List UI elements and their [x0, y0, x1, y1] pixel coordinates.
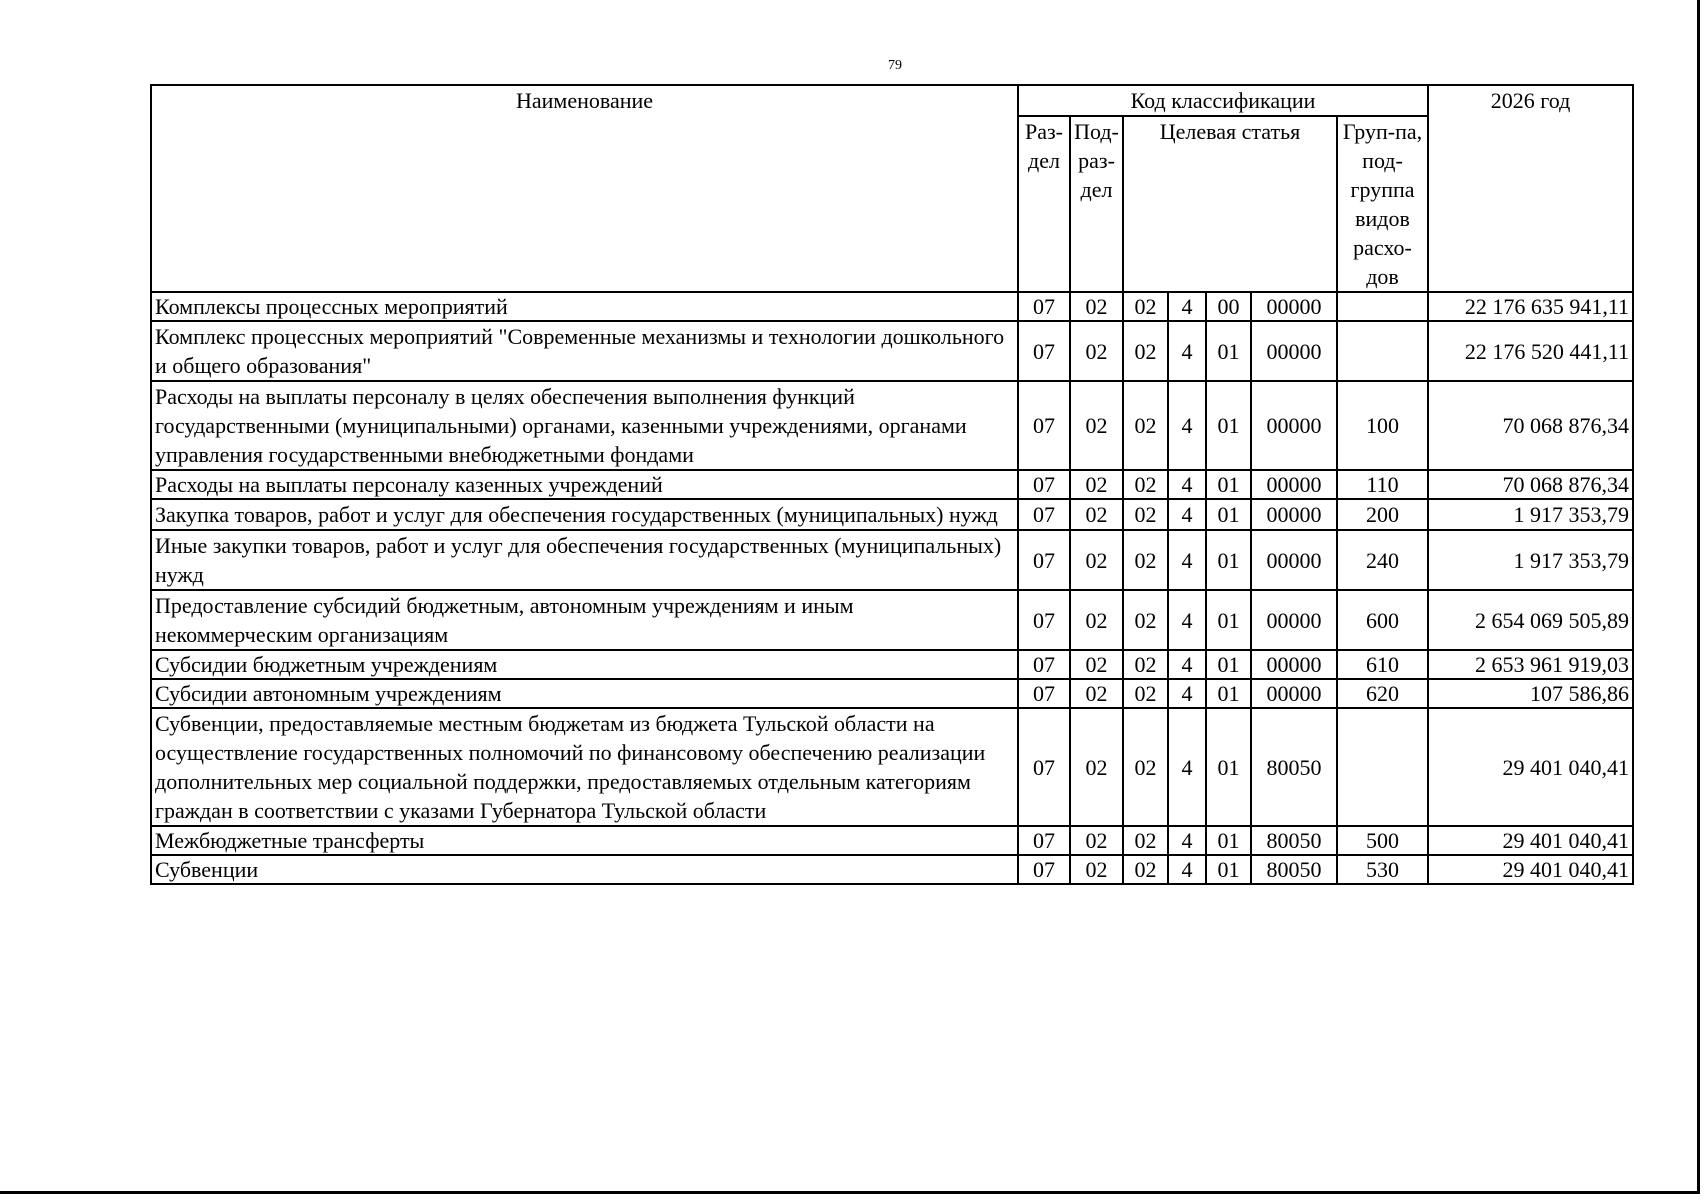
row-amount: 22 176 520 441,11 [1428, 321, 1633, 381]
row-code-cs4: 00000 [1251, 530, 1337, 590]
row-code-cs2: 4 [1168, 826, 1206, 855]
row-code-cs1: 02 [1123, 679, 1168, 708]
row-code-cs2: 4 [1168, 321, 1206, 381]
row-code-cs2: 4 [1168, 530, 1206, 590]
row-code-cs3: 01 [1206, 381, 1251, 470]
row-code-vr [1337, 708, 1428, 826]
row-code-pr: 02 [1070, 499, 1123, 530]
row-code-vr: 620 [1337, 679, 1428, 708]
row-code-cs1: 02 [1123, 708, 1168, 826]
row-code-cs1: 02 [1123, 826, 1168, 855]
row-name: Субсидии автономным учреждениям [151, 679, 1018, 708]
row-code-cs3: 00 [1206, 292, 1251, 321]
row-name: Закупка товаров, работ и услуг для обеспечения государственных (муниципальных) нужд [151, 499, 1018, 530]
header-row-1 [151, 85, 1633, 116]
row-code-cs1: 02 [1123, 499, 1168, 530]
row-code-cs2: 4 [1168, 855, 1206, 884]
row-code-pr: 02 [1070, 470, 1123, 499]
row-code-vr [1337, 292, 1428, 321]
header-expense-group-label: Груп-па, под-группа видов расхо-дов [1342, 119, 1423, 289]
row-amount: 107 586,86 [1428, 679, 1633, 708]
row-code-cs3: 01 [1206, 499, 1251, 530]
row-code-cs2: 4 [1168, 650, 1206, 679]
row-code-cs3: 01 [1206, 650, 1251, 679]
row-code-cs3: 01 [1206, 708, 1251, 826]
row-amount: 29 401 040,41 [1428, 708, 1633, 826]
table-row [151, 530, 1633, 590]
row-code-cs2: 4 [1168, 708, 1206, 826]
row-name: Субвенции [151, 855, 1018, 884]
row-code-cs4: 00000 [1251, 590, 1337, 650]
row-code-vr: 100 [1337, 381, 1428, 470]
row-code-cs3: 01 [1206, 321, 1251, 381]
row-code-cs3: 01 [1206, 470, 1251, 499]
row-code-pr: 02 [1070, 650, 1123, 679]
table-row [151, 470, 1633, 499]
row-code-pr: 02 [1070, 708, 1123, 826]
row-code-cs2: 4 [1168, 590, 1206, 650]
row-code-cs4: 80050 [1251, 855, 1337, 884]
header-section [1018, 116, 1070, 292]
row-amount: 22 176 635 941,11 [1428, 292, 1633, 321]
row-code-cs3: 01 [1206, 590, 1251, 650]
row-code-rz: 07 [1018, 590, 1070, 650]
row-code-rz: 07 [1018, 708, 1070, 826]
row-code-cs3: 01 [1206, 530, 1251, 590]
row-code-vr: 200 [1337, 499, 1428, 530]
row-amount: 29 401 040,41 [1428, 826, 1633, 855]
row-code-cs1: 02 [1123, 321, 1168, 381]
row-amount: 70 068 876,34 [1428, 381, 1633, 470]
row-code-cs4: 80050 [1251, 826, 1337, 855]
row-code-rz: 07 [1018, 650, 1070, 679]
header-year: 2026 год [1428, 85, 1633, 292]
row-code-cs4: 00000 [1251, 321, 1337, 381]
header-subsection [1070, 116, 1123, 292]
row-code-pr: 02 [1070, 826, 1123, 855]
table-row [151, 708, 1633, 826]
row-code-cs1: 02 [1123, 381, 1168, 470]
table-body [151, 292, 1633, 884]
row-amount: 1 917 353,79 [1428, 530, 1633, 590]
table-row [151, 650, 1633, 679]
row-code-cs4: 00000 [1251, 650, 1337, 679]
row-code-rz: 07 [1018, 530, 1070, 590]
row-code-vr: 110 [1337, 470, 1428, 499]
row-name: Расходы на выплаты персоналу в целях обеспечения выполнения функций государственными (муниципальными) органами, казенными учреждениями, органами управления государственными внебюджетными фондами [151, 381, 1018, 470]
row-name: Комплекс процессных мероприятий "Современные механизмы и технологии дошкольного и общего образования" [151, 321, 1018, 381]
budget-table [150, 84, 1634, 885]
row-code-cs1: 02 [1123, 292, 1168, 321]
row-code-cs4: 00000 [1251, 679, 1337, 708]
table-row [151, 590, 1633, 650]
row-code-pr: 02 [1070, 855, 1123, 884]
row-code-pr: 02 [1070, 679, 1123, 708]
row-code-cs4: 00000 [1251, 292, 1337, 321]
row-code-cs4: 00000 [1251, 381, 1337, 470]
row-code-cs2: 4 [1168, 679, 1206, 708]
row-code-cs1: 02 [1123, 590, 1168, 650]
row-amount: 1 917 353,79 [1428, 499, 1633, 530]
table-row [151, 826, 1633, 855]
row-code-cs1: 02 [1123, 650, 1168, 679]
header-name: Наименование [151, 85, 1018, 292]
header-expense-group [1337, 116, 1428, 292]
table-row [151, 499, 1633, 530]
row-code-cs1: 02 [1123, 530, 1168, 590]
row-name: Субвенции, предоставляемые местным бюджетам из бюджета Тульской области на осуществление государственных полномочий по финансовому обеспечению реализации дополнительных мер социальной поддержки, предоставляемых отдельным категориям граждан в соответствии с указами Губернатора Тульской области [151, 708, 1018, 826]
row-code-pr: 02 [1070, 590, 1123, 650]
table-row [151, 679, 1633, 708]
row-code-pr: 02 [1070, 321, 1123, 381]
row-code-cs3: 01 [1206, 855, 1251, 884]
row-code-rz: 07 [1018, 826, 1070, 855]
table-row [151, 321, 1633, 381]
row-code-rz: 07 [1018, 321, 1070, 381]
row-code-cs4: 00000 [1251, 499, 1337, 530]
row-code-cs2: 4 [1168, 470, 1206, 499]
row-code-cs1: 02 [1123, 855, 1168, 884]
table-row [151, 381, 1633, 470]
row-code-vr [1337, 321, 1428, 381]
row-code-rz: 07 [1018, 470, 1070, 499]
row-code-pr: 02 [1070, 381, 1123, 470]
row-name: Расходы на выплаты персоналу казенных учреждений [151, 470, 1018, 499]
row-amount: 2 653 961 919,03 [1428, 650, 1633, 679]
row-code-cs1: 02 [1123, 470, 1168, 499]
table-row [151, 855, 1633, 884]
row-code-cs4: 80050 [1251, 708, 1337, 826]
row-code-pr: 02 [1070, 530, 1123, 590]
row-code-rz: 07 [1018, 381, 1070, 470]
row-code-cs4: 00000 [1251, 470, 1337, 499]
header-subsection-label: Под-раз-дел [1074, 119, 1119, 202]
row-code-cs2: 4 [1168, 381, 1206, 470]
header-target-article: Целевая статья [1123, 116, 1337, 292]
row-name: Предоставление субсидий бюджетным, автономным учреждениям и иным некоммерческим организациям [151, 590, 1018, 650]
row-code-vr: 530 [1337, 855, 1428, 884]
row-code-cs2: 4 [1168, 499, 1206, 530]
row-name: Межбюджетные трансферты [151, 826, 1018, 855]
row-code-cs2: 4 [1168, 292, 1206, 321]
row-name: Иные закупки товаров, работ и услуг для обеспечения государственных (муниципальных) нужд [151, 530, 1018, 590]
row-code-vr: 500 [1337, 826, 1428, 855]
row-code-vr: 610 [1337, 650, 1428, 679]
row-code-pr: 02 [1070, 292, 1123, 321]
table-row [151, 292, 1633, 321]
row-name: Комплексы процессных мероприятий [151, 292, 1018, 321]
row-code-rz: 07 [1018, 292, 1070, 321]
row-code-cs3: 01 [1206, 826, 1251, 855]
row-code-vr: 240 [1337, 530, 1428, 590]
row-code-vr: 600 [1337, 590, 1428, 650]
row-code-cs3: 01 [1206, 679, 1251, 708]
row-code-rz: 07 [1018, 855, 1070, 884]
row-amount: 29 401 040,41 [1428, 855, 1633, 884]
row-name: Субсидии бюджетным учреждениям [151, 650, 1018, 679]
page-number: 79 [888, 58, 902, 73]
row-code-rz: 07 [1018, 499, 1070, 530]
header-classification-code: Код классификации [1018, 85, 1428, 116]
row-amount: 2 654 069 505,89 [1428, 590, 1633, 650]
row-code-rz: 07 [1018, 679, 1070, 708]
header-section-label: Раз-дел [1024, 119, 1064, 173]
row-amount: 70 068 876,34 [1428, 470, 1633, 499]
